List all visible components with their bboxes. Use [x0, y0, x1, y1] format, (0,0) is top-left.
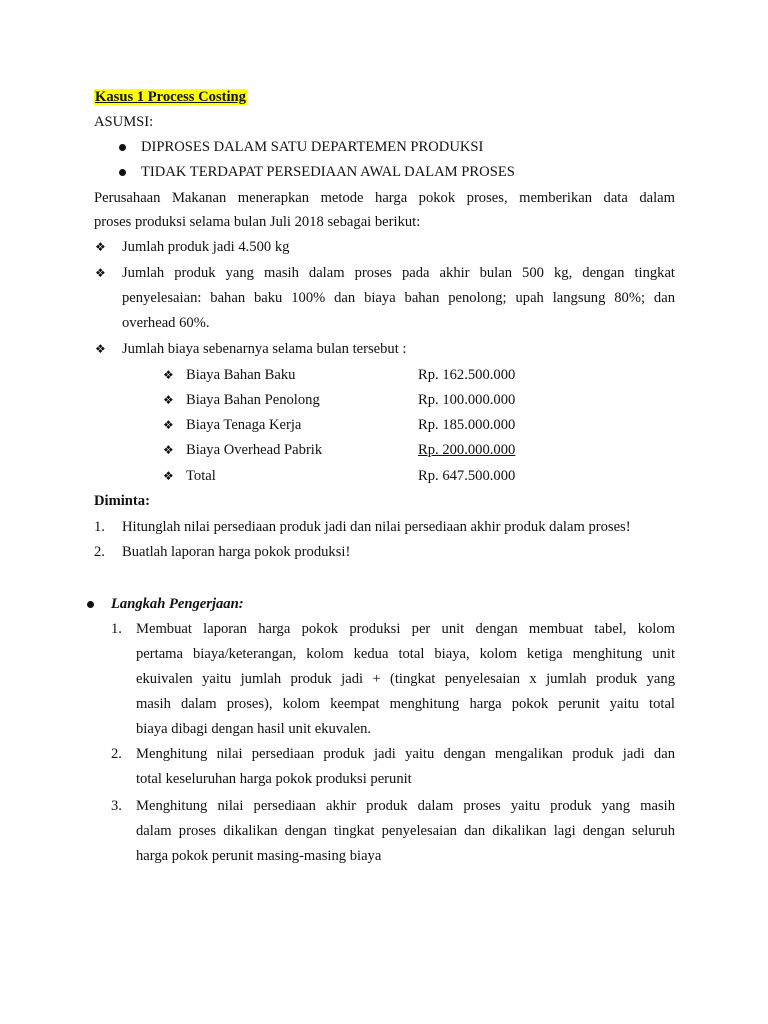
point-1: Jumlah produk jadi 4.500 kg: [122, 239, 290, 255]
asumsi-item-1: DIPROSES DALAM SATU DEPARTEMEN PRODUKSI: [141, 139, 484, 155]
step-2-line-1: Menghitung nilai persediaan produk jadi yaitu dengan mengalikan produk jadi dan: [136, 746, 675, 762]
step-number: 1.: [111, 621, 122, 637]
step-1-line-5: biaya dibagi dengan hasil unit ekuvalen.: [136, 721, 372, 737]
diminta-item-number: 1.: [94, 519, 105, 535]
step-2-line-2: total keseluruhan harga pokok produksi perunit: [136, 771, 412, 787]
cost-amount: Rp. 200.000.000: [418, 442, 516, 458]
asumsi-item-2: TIDAK TERDAPAT PERSEDIAAN AWAL DALAM PROSES: [141, 164, 515, 180]
diamond-bullet-icon: ❖: [163, 469, 174, 483]
step-number: 3.: [111, 798, 122, 814]
bullet-icon: [119, 169, 126, 176]
step-3-line-1: Menghitung nilai persediaan akhir produk dalam proses yaitu produk yang masih: [136, 798, 675, 814]
step-1-line-3: ekuivalen yaitu jumlah produk jadi + (tingkat penyelesaian x jumlah produk yang: [136, 671, 675, 687]
step-1-line-1: Membuat laporan harga pokok produksi per unit dengan membuat tabel, kolom: [136, 621, 675, 637]
step-1-line-4: masih dalam proses), kolom keempat menghitung harga pokok perunit yaitu total: [136, 696, 675, 712]
diminta-heading: Diminta:: [94, 493, 150, 509]
bullet-icon: [87, 601, 94, 608]
diamond-bullet-icon: ❖: [163, 418, 174, 432]
step-number: 2.: [111, 746, 122, 762]
cost-amount: Rp. 185.000.000: [418, 417, 516, 433]
point-2-line-1: Jumlah produk yang masih dalam proses pada akhir bulan 500 kg, dengan tingkat: [122, 265, 675, 281]
diamond-bullet-icon: ❖: [163, 368, 174, 382]
bullet-icon: [119, 144, 126, 151]
point-2-line-3: overhead 60%.: [122, 315, 210, 331]
cost-label: Biaya Tenaga Kerja: [186, 417, 302, 433]
cost-label: Biaya Bahan Penolong: [186, 392, 320, 408]
cost-amount-underlined: [418, 441, 515, 459]
langkah-heading: Langkah Pengerjaan:: [111, 596, 244, 612]
document-title: Kasus 1 Process Costing: [95, 89, 246, 105]
cost-label: Biaya Overhead Pabrik: [186, 442, 323, 458]
diamond-bullet-icon: ❖: [95, 266, 106, 280]
diminta-item-number: 2.: [94, 544, 105, 560]
step-3-line-2: dalam proses dikalikan dengan tingkat penyelesaian dan dikalikan lagi dengan seluruh: [136, 823, 675, 839]
diminta-item-text: Buatlah laporan harga pokok produksi!: [122, 544, 351, 560]
step-1-line-2: pertama biaya/keterangan, kolom kedua total biaya, kolom ketiga menghitung unit: [136, 646, 675, 662]
cost-total-label: Total: [186, 468, 216, 484]
diamond-bullet-icon: ❖: [163, 393, 174, 407]
diamond-bullet-icon: ❖: [95, 342, 106, 356]
asumsi-label: ASUMSI:: [94, 114, 154, 130]
cost-label: Biaya Bahan Baku: [186, 367, 296, 383]
cost-amount: Rp. 100.000.000: [418, 392, 516, 408]
cost-total-amount: Rp. 647.500.000: [418, 468, 516, 484]
step-3-line-3: harga pokok perunit masing-masing biaya: [136, 848, 382, 864]
document-title-line: [94, 88, 247, 106]
point-2-line-2: penyelesaian: bahan baku 100% dan biaya bahan penolong; upah langsung 80%; dan: [122, 290, 675, 306]
intro-line-2: proses produksi selama bulan Juli 2018 sebagai berikut:: [94, 214, 421, 230]
diminta-item-text: Hitunglah nilai persediaan produk jadi dan nilai persediaan akhir produk dalam proses!: [122, 519, 631, 535]
diamond-bullet-icon: ❖: [95, 240, 106, 254]
diamond-bullet-icon: ❖: [163, 443, 174, 457]
cost-amount: Rp. 162.500.000: [418, 367, 516, 383]
point-3: Jumlah biaya sebenarnya selama bulan tersebut :: [122, 341, 407, 357]
intro-line-1: Perusahaan Makanan menerapkan metode harga pokok proses, memberikan data dalam: [94, 190, 675, 206]
